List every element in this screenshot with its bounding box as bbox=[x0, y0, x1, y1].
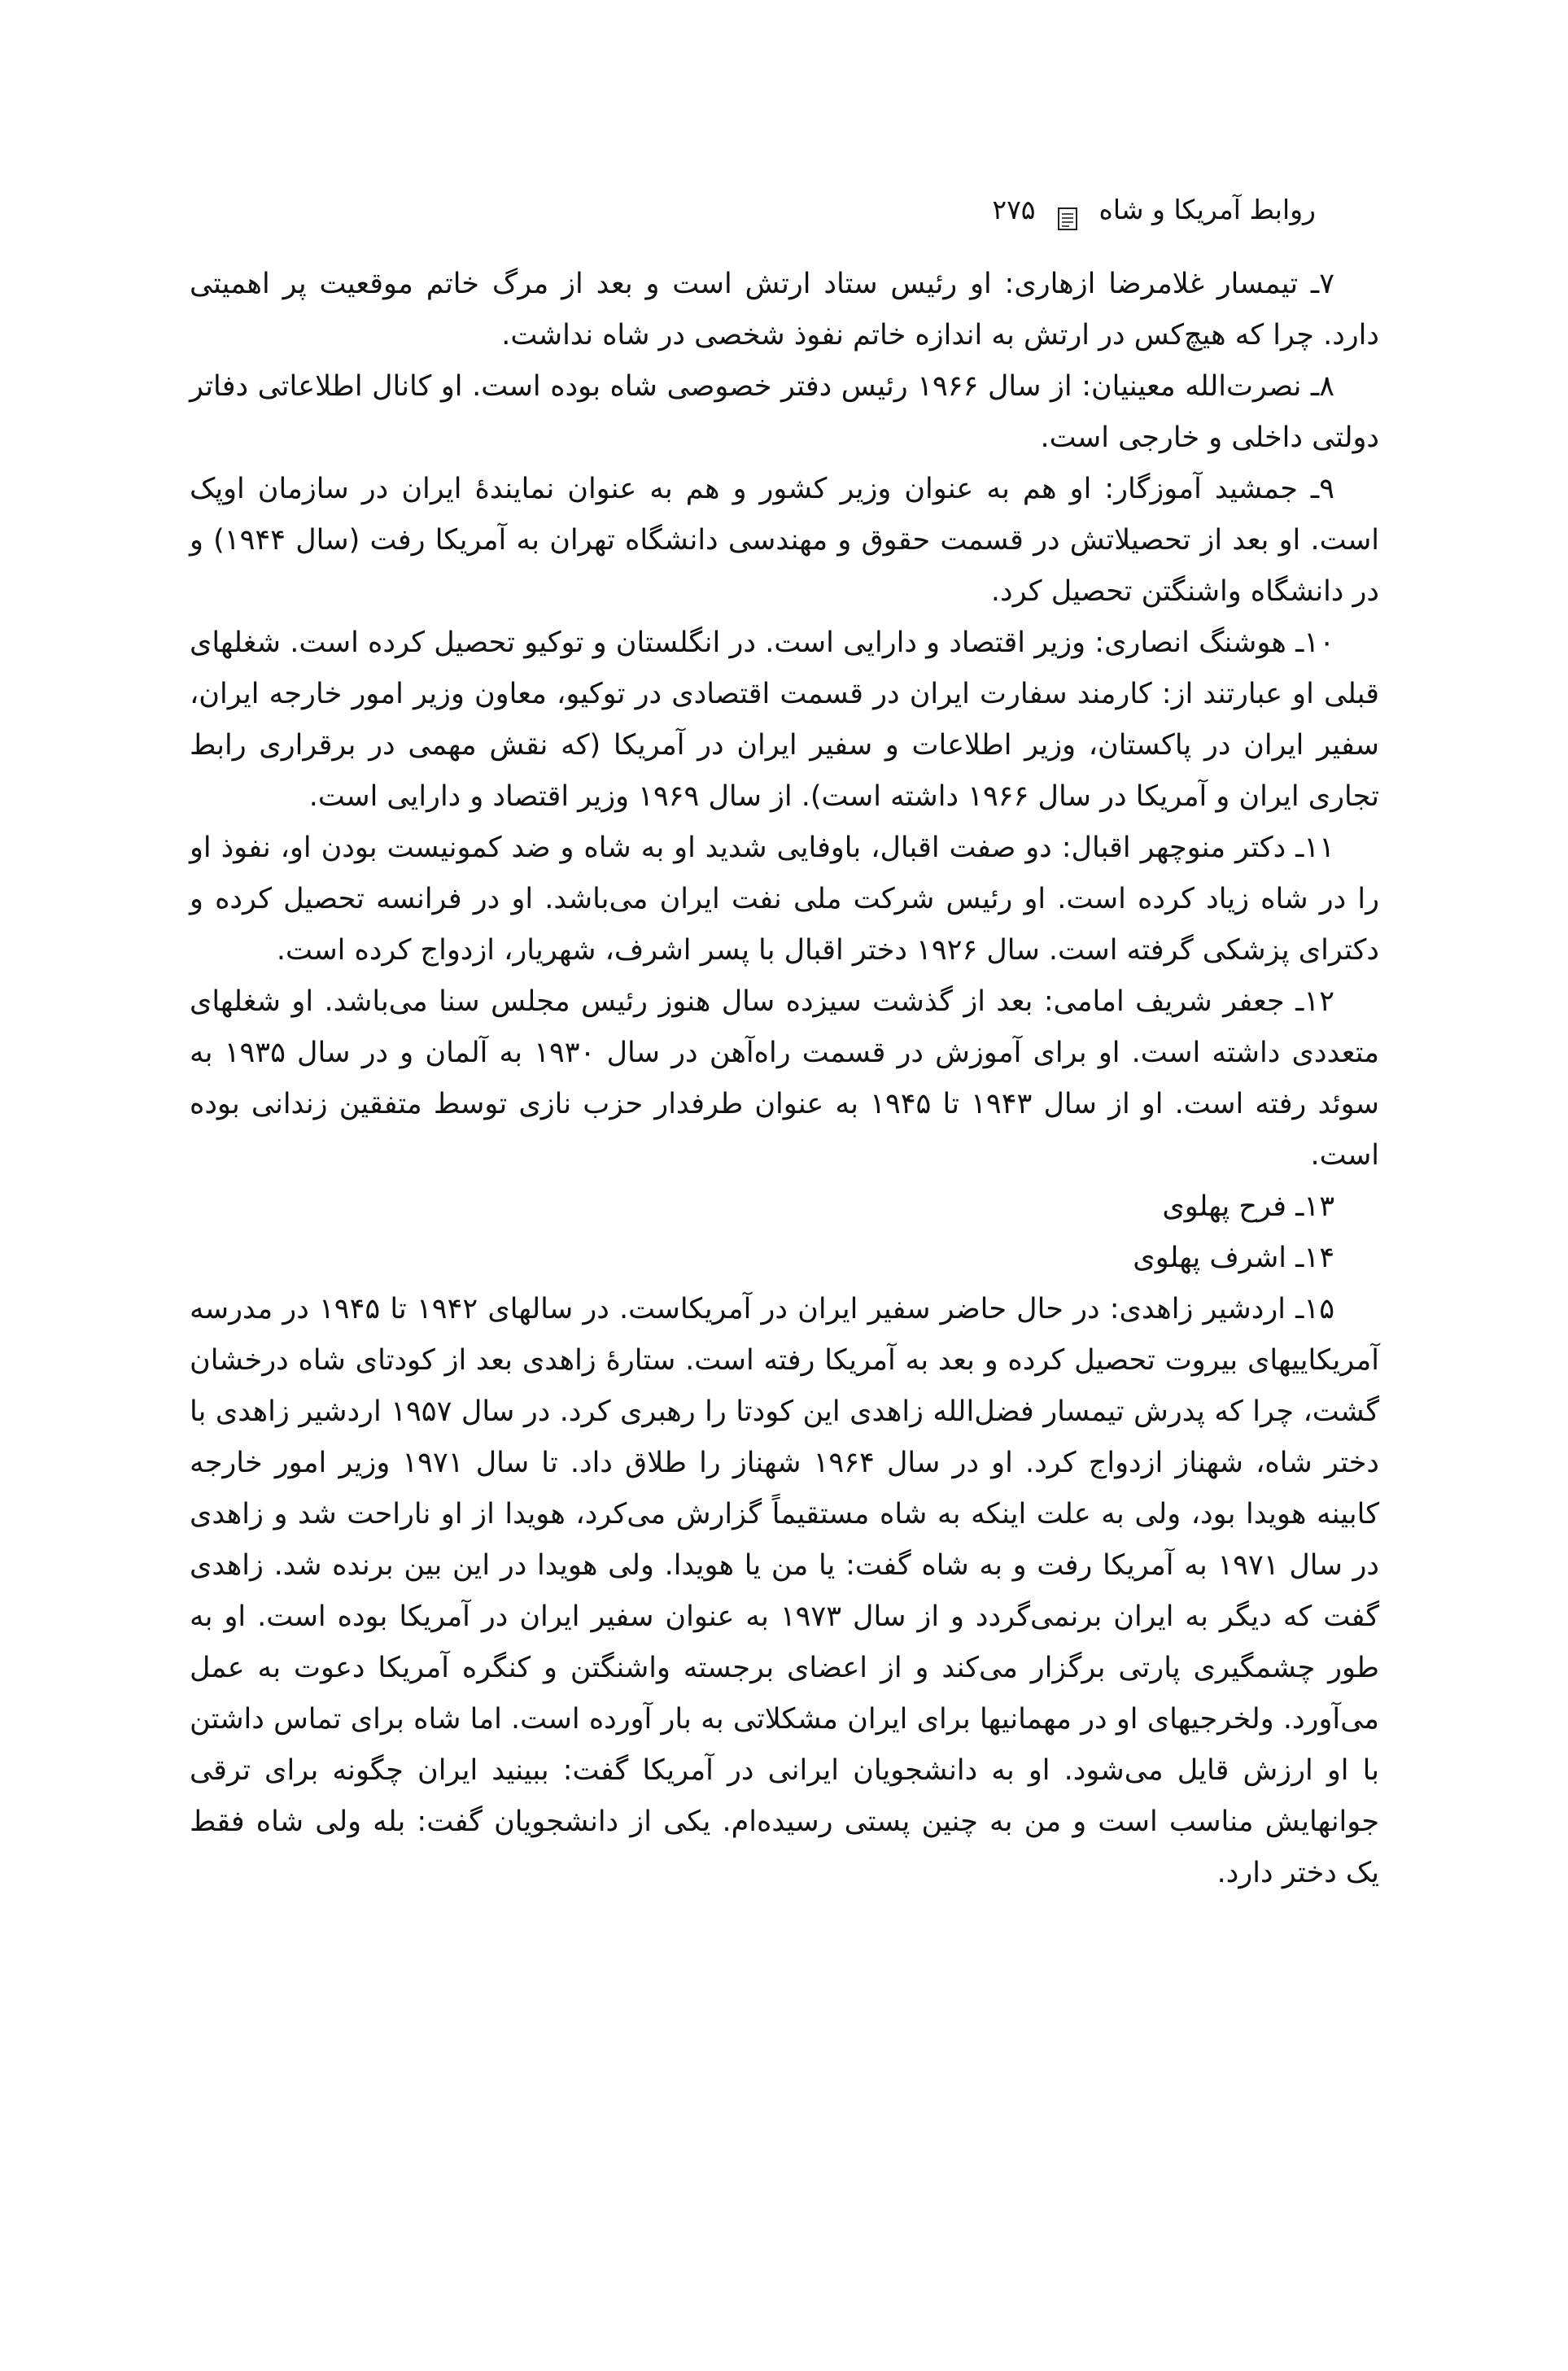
paragraph-item-8: ۸ـ نصرت‌الله معینیان: از سال ۱۹۶۶ رئیس دفتر خصوصی شاه بوده است. او کانال اطلاعاتی دفاتر دولتی داخلی و خارجی است. bbox=[190, 370, 1379, 454]
paragraph-item-11: ۱۱ـ دکتر منوچهر اقبال: دو صفت اقبال، باوفایی شدید او به شاه و ضد کمونیست بودن او، نفوذ او را در شاه زیاد کرده است. او رئیس شرکت ملی نفت ایران می‌باشد. او در فرانسه تحصیل کرده و دکترای پزشکی گرفته است. سال ۱۹۲۶ دختر اقبال با پسر اشرف، شهریار، ازدواج کرده است. bbox=[190, 832, 1379, 967]
paragraph-item-14: ۱۴ـ اشرف پهلوی bbox=[1133, 1242, 1334, 1274]
paragraph-item-13: ۱۳ـ فرح پهلوی bbox=[1162, 1190, 1334, 1223]
paragraph-item-12: ۱۲ـ جعفر شریف امامی: بعد از گذشت سیزده سال هنوز رئیس مجلس سنا می‌باشد. او شغلهای متعددی داشته است. او برای آموزش در قسمت راه‌آهن در سال ۱۹۳۰ به آلمان و در سال ۱۹۳۵ به سوئد رفته است. او از سال ۱۹۴۳ تا ۱۹۴۵ به عنوان طرفدار حزب نازی توسط متفقین زندانی بوده است. bbox=[190, 985, 1380, 1172]
book-icon bbox=[1057, 198, 1078, 222]
running-title: روابط آمریکا و شاه bbox=[1098, 194, 1316, 225]
paragraph-item-15: ۱۵ـ اردشیر زاهدی: در حال حاضر سفیر ایران در آمریکاست. در سالهای ۱۹۴۲ تا ۱۹۴۵ در مدرسه آمریکاییهای بیروت تحصیل کرده و بعد به آمریکا رفته است. ستارهٔ زاهدی بعد از کودتای شاه درخشان گشت، چرا که پدرش تیمسار فضل‌الله زاهدی این کودتا را رهبری کرد. در سال ۱۹۵۷ اردشیر زاهدی با دختر شاه، شهناز ازدواج کرد. او در سال ۱۹۶۴ شهناز را طلاق داد. تا سال ۱۹۷۱ وزیر امور خارجه کابینه هویدا بود، ولی به علت اینکه به شاه مستقیماً گزارش می‌کرد، هویدا از او ناراحت شد و زاهدی در سال ۱۹۷۱ به آمریکا رفت و به شاه گفت: یا من یا هویدا. ولی هویدا در این بین برنده شد. زاهدی گفت که دیگر به ایران برنمی‌گردد و از سال ۱۹۷۳ به عنوان سفیر ایران در آمریکا بوده است. او به طور چشمگیری پارتی برگزار می‌کند و از اعضای برجسته واشنگتن و کنگره آمریکا دعوت به عمل می‌آورد. ولخرجیهای او در مهمانیها برای ایران مشکلاتی به بار آورده است. اما شاه برای تماس داشتن با او ارزش قایل می‌شود. او به دانشجویان ایرانی در آمریکا گفت: ببینید ایران چگونه برای ترقی جوانهایش مناسب است و من به چنین پستی رسیده‌ام. یکی از دانشجویان گفت: بله ولی شاه فقط یک دختر دارد. bbox=[190, 1293, 1380, 1889]
paragraph-item-10: ۱۰ـ هوشنگ انصاری: وزیر اقتصاد و دارایی است. در انگلستان و توکیو تحصیل کرده است. شغلهای قبلی او عبارتند از: کارمند سفارت ایران در قسمت اقتصادی در توکیو، معاون وزیر امور خارجه ایران، سفیر ایران در پاکستان، وزیر اطلاعات و سفیر ایران در آمریکا (که نقش مهمی در برقراری رابط تجاری ایران و آمریکا در سال ۱۹۶۶ داشته است). از سال ۱۹۶۹ وزیر اقتصاد و دارایی است. bbox=[190, 627, 1379, 813]
paragraph-item-7: ۷ـ تیمسار غلامرضا ازهاری: او رئیس ستاد ارتش است و بعد از مرگ خاتم موقعیت پر اهمیتی دارد. چرا که هیچ‌کس در ارتش به اندازه خاتم نفوذ شخصی در شاه نداشت. bbox=[190, 268, 1379, 352]
running-header bbox=[992, 186, 1316, 234]
body-text bbox=[190, 259, 1379, 1899]
page-number: ۲۷۵ bbox=[992, 194, 1036, 225]
paragraph-item-9: ۹ـ جمشید آموزگار: او هم به عنوان وزیر کشور و هم به عنوان نمایندهٔ ایران در سازمان اوپک است. او بعد از تحصیلاتش در قسمت حقوق و مهندسی دانشگاه تهران به آمریکا رفت (سال ۱۹۴۴) و در دانشگاه واشنگتن تحصیل کرد. bbox=[190, 473, 1379, 608]
